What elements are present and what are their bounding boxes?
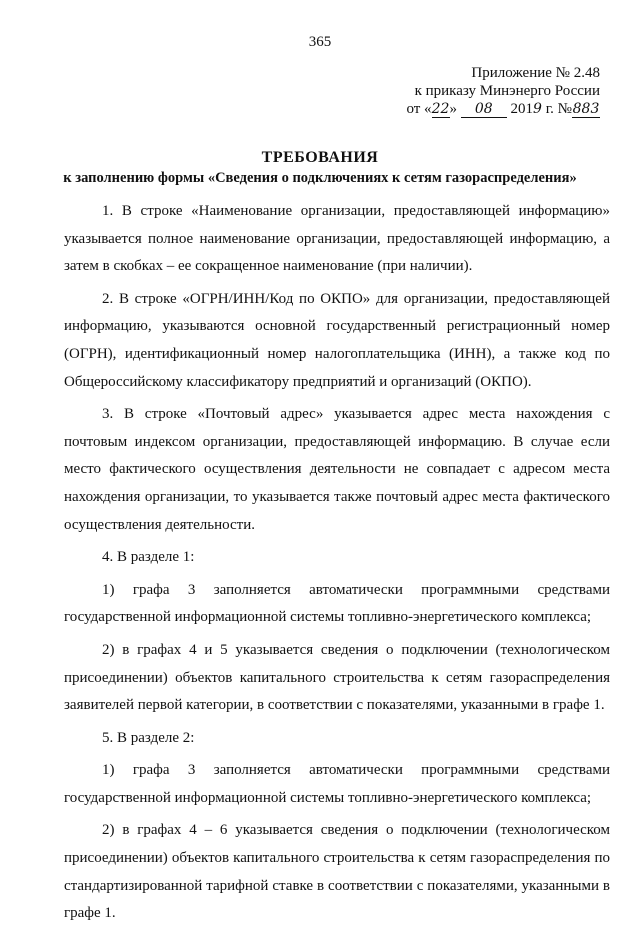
paragraph-5-item-2: 2) в графах 4 – 6 указывается сведения о подключении (технологическом присоединении) объектов капитального строительства к сетям газораспределения по стандартизированной тарифной ставке в соответствии с показателями, указанными в графе 1. [64, 822, 610, 922]
document-subtitle: к заполнению формы «Сведения о подключениях к сетям газораспределения» [63, 170, 577, 186]
paragraph-1: 1. В строке «Наименование организации, предоставляющей информацию» указывается полное наименование организации, предоставляющей информацию, а затем в скобках – ее сокращенное наименование (при наличии). [64, 203, 610, 275]
year-suffix: г. № [541, 101, 572, 117]
handwritten-month: 08 [461, 102, 507, 118]
paragraph-5: 5. В разделе 2: [102, 729, 195, 746]
paragraph-3: 3. В строке «Почтовый адрес» указывается адрес места нахождения с почтовым индексом организации, предоставляющей информацию. В случае если место фактического осуществления деятельности не совпадает с адресом места нахождения организации, то указывается также почтовый адрес места фактического осуществления деятельности. [64, 406, 610, 533]
handwritten-year-digit: 9 [533, 101, 542, 117]
paragraph-4-item-2: 2) в графах 4 и 5 указывается сведения о подключении (технологическом присоединении) объектов капитального строительства к сетям газораспределения заявителей первой категории, в соответствии с показателями, указанными в графе 1. [64, 641, 610, 714]
paragraph-4: 4. В разделе 1: [102, 549, 195, 566]
date-mid: » [449, 101, 461, 117]
page-number: 365 [308, 34, 332, 50]
title-block [40, 148, 600, 187]
appendix-order-reference: к приказу Минэнерго России [414, 83, 600, 99]
handwritten-day: 22 [431, 101, 450, 117]
paragraph-5-item-1: 1) графа 3 заполняется автоматически программными средствами государственной информационной системы топливно-энергетического комплекса; [64, 762, 610, 806]
appendix-header [360, 64, 600, 118]
appendix-number: Приложение № 2.48 [471, 65, 600, 81]
year-prefix: 201 [506, 101, 534, 117]
date-prefix: от « [406, 101, 432, 117]
appendix-order-date-line [360, 100, 600, 118]
document-title: ТРЕБОВАНИЯ [261, 149, 379, 166]
paragraph-4-item-1: 1) графа 3 заполняется автоматически программными средствами государственной информационной системы топливно-энергетического комплекса; [64, 581, 610, 626]
handwritten-order-number: 883 [572, 101, 600, 117]
paragraph-2: 2. В строке «ОГРН/ИНН/Код по ОКПО» для организации, предоставляющей информацию, указываются основной государственный регистрационный номер (ОГРН), идентификационный номер налогоплательщика (ИНН), а также код по Общероссийскому классификатору предприятий и организаций (ОКПО). [64, 290, 610, 390]
document-body [64, 198, 610, 933]
